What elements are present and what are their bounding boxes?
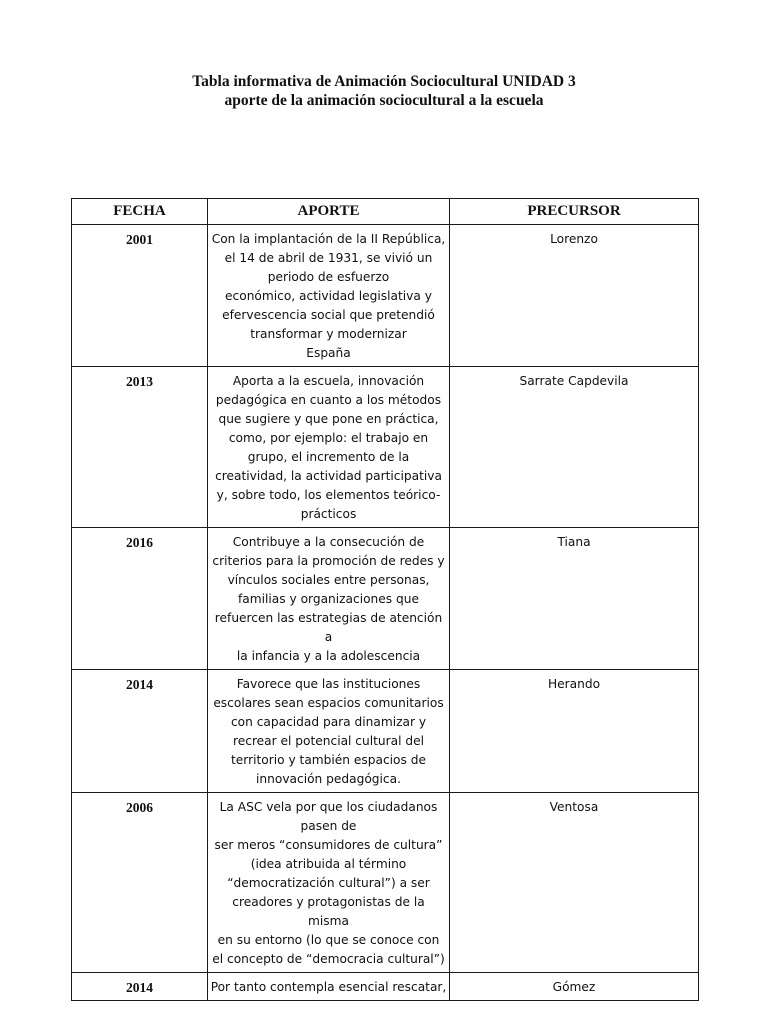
cell-precursor: Ventosa [450,793,699,973]
cell-fecha: 2001 [72,225,208,367]
document-title [0,72,768,110]
table-header-row [72,199,699,225]
cell-aporte: Aporta a la escuela, innovación pedagógica en cuanto a los métodos que sugiere y que pone en práctica, como, por ejemplo: el trabajo en grupo, el incremento de la creatividad, la actividad participativa y, sobre todo, los elementos teórico- prácticos [208,367,450,528]
table-row [72,793,699,973]
table-row [72,670,699,793]
cell-aporte: Por tanto contempla esencial rescatar, [208,973,450,1001]
cell-precursor: Lorenzo [450,225,699,367]
cell-fecha: 2006 [72,793,208,973]
cell-precursor: Tiana [450,528,699,670]
cell-precursor: Gómez [450,973,699,1001]
header-precursor: PRECURSOR [450,199,699,225]
cell-aporte: Contribuye a la consecución de criterios para la promoción de redes y vínculos sociales entre personas, familias y organizaciones que refuercen las estrategias de atención a la infancia y a la adolescencia [208,528,450,670]
cell-fecha: 2014 [72,670,208,793]
cell-aporte: La ASC vela por que los ciudadanos pasen de ser meros “consumidores de cultura” (idea atribuida al término “democratización cultural”) a ser creadores y protagonistas de la misma en su entorno (lo que se conoce con el concepto de “democracia cultural”) [208,793,450,973]
cell-fecha: 2016 [72,528,208,670]
header-aporte: APORTE [208,199,450,225]
info-table [71,198,699,1001]
header-fecha: FECHA [72,199,208,225]
table-row [72,367,699,528]
title-line-1: Tabla informativa de Animación Sociocultural UNIDAD 3 [192,73,576,90]
cell-aporte: Con la implantación de la II República, el 14 de abril de 1931, se vivió un periodo de esfuerzo económico, actividad legislativa y efervescencia social que pretendió transformar y modernizar España [208,225,450,367]
table-row [72,225,699,367]
cell-aporte: Favorece que las instituciones escolares sean espacios comunitarios con capacidad para dinamizar y recrear el potencial cultural del territorio y también espacios de innovación pedagógica. [208,670,450,793]
cell-fecha: 2014 [72,973,208,1001]
title-line-2: aporte de la animación sociocultural a la escuela [224,92,544,109]
cell-precursor: Sarrate Capdevila [450,367,699,528]
cell-fecha: 2013 [72,367,208,528]
table-row [72,973,699,1001]
table-row [72,528,699,670]
cell-precursor: Herando [450,670,699,793]
